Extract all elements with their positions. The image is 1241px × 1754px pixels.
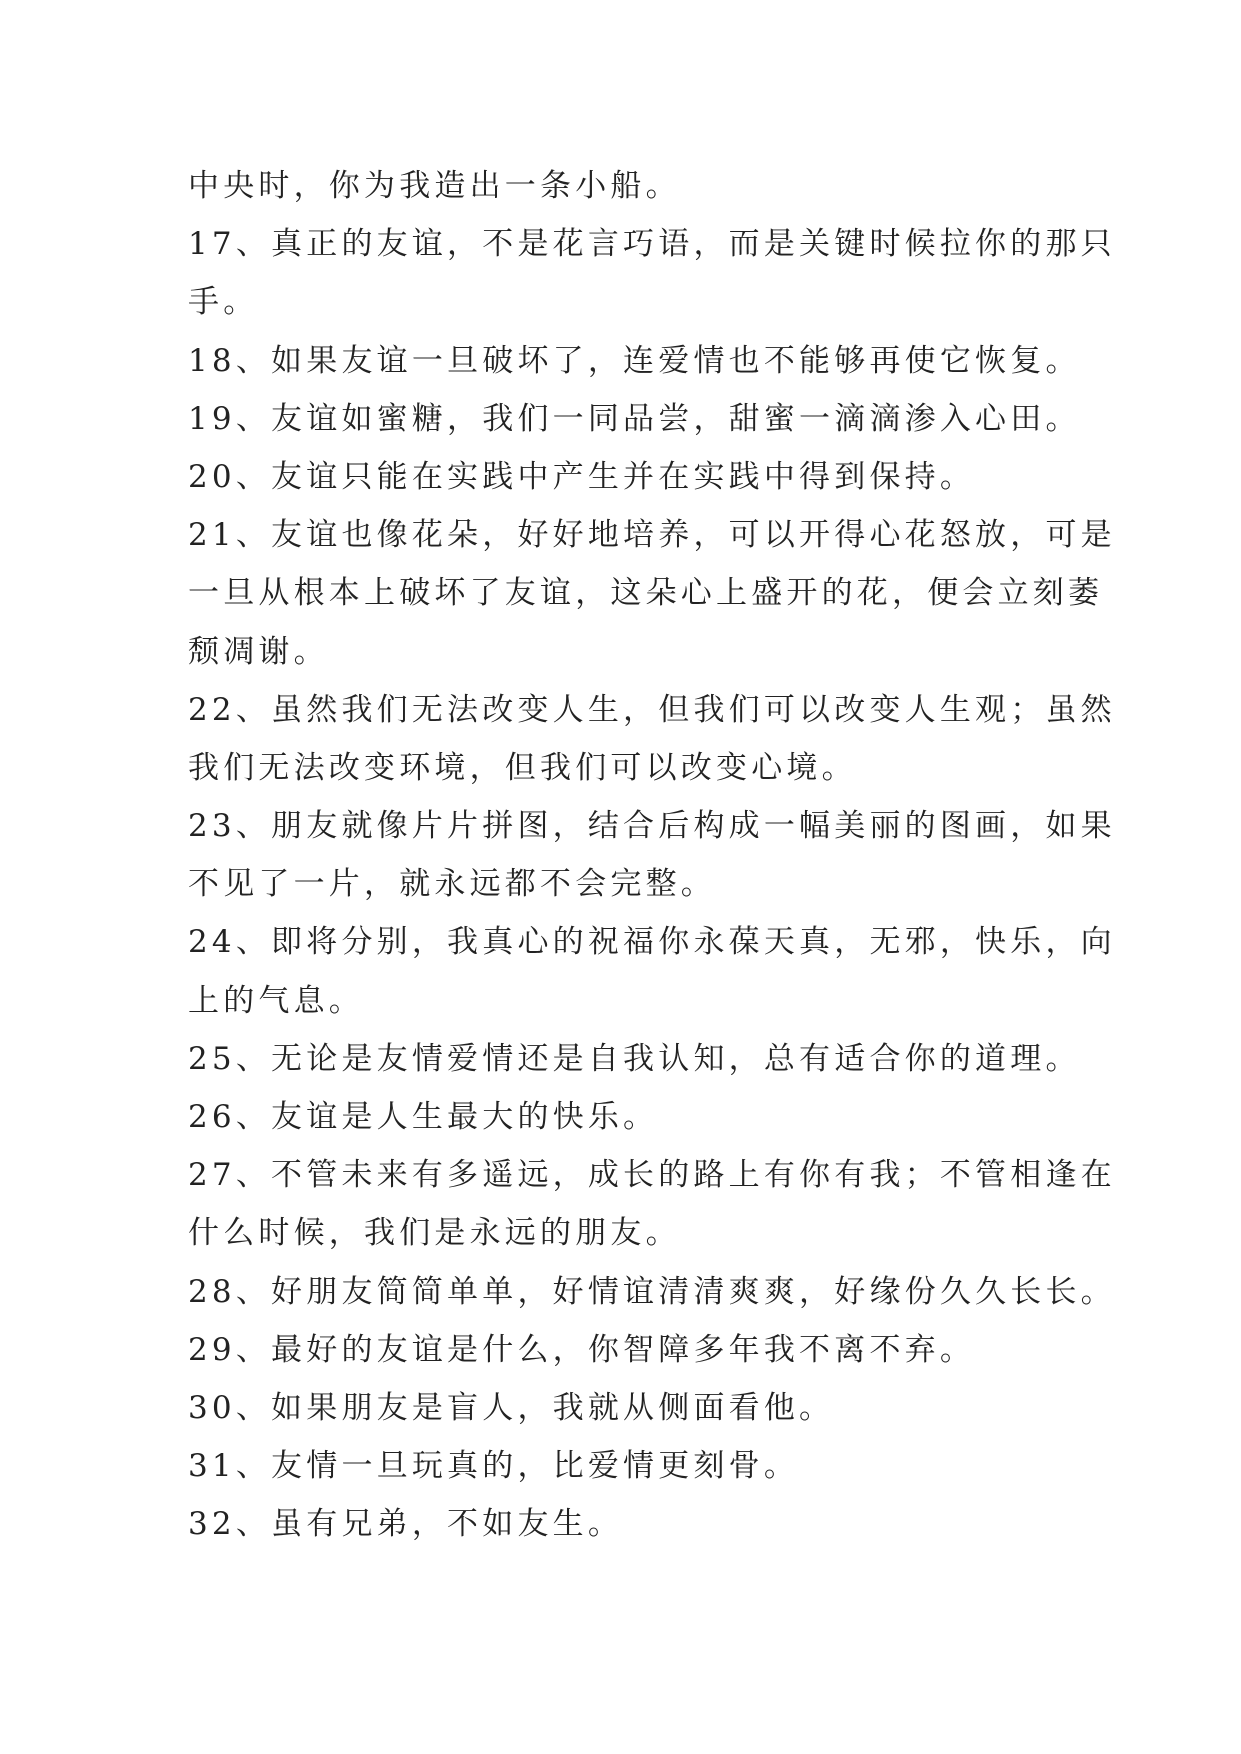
text-line: 30、如果朋友是盲人，我就从侧面看他。 <box>188 1389 835 1426</box>
text-line: 28、好朋友简简单单，好情谊清清爽爽，好缘份久久长长。 <box>188 1273 1116 1310</box>
text-line: 一旦从根本上破坏了友谊，这朵心上盛开的花，便会立刻萎 <box>188 575 1104 612</box>
text-line: 颓凋谢。 <box>188 633 329 670</box>
text-line: 27、不管未来有多遥远，成长的路上有你有我；不管相逢在 <box>188 1157 1116 1194</box>
text-line: 手。 <box>188 284 259 321</box>
text-line: 32、虽有兄弟，不如友生。 <box>188 1506 624 1543</box>
text-line: 29、最好的友谊是什么，你智障多年我不离不弃。 <box>188 1331 976 1368</box>
text-line: 24、即将分别，我真心的祝福你永葆天真，无邪，快乐，向 <box>188 924 1116 961</box>
text-line: 23、朋友就像片片拼图，结合后构成一幅美丽的图画，如果 <box>188 808 1116 845</box>
text-line: 17、真正的友谊，不是花言巧语，而是关键时候拉你的那只 <box>188 226 1116 263</box>
text-line: 中央时，你为我造出一条小船。 <box>188 168 681 204</box>
text-line: 什么时候，我们是永远的朋友。 <box>188 1215 681 1252</box>
text-line: 21、友谊也像花朵，好好地培养，可以开得心花怒放，可是 <box>188 517 1116 554</box>
text-line: 22、虽然我们无法改变人生，但我们可以改变人生观；虽然 <box>188 691 1116 728</box>
document-body <box>188 157 1116 1554</box>
text-line: 20、友谊只能在实践中产生并在实践中得到保持。 <box>188 458 976 495</box>
text-line: 18、如果友谊一旦破坏了，连爱情也不能够再使它恢复。 <box>188 342 1081 379</box>
text-line: 我们无法改变环境，但我们可以改变心境。 <box>188 749 857 786</box>
text-line: 上的气息。 <box>188 982 364 1019</box>
text-line: 31、友情一旦玩真的，比爱情更刻骨。 <box>188 1448 800 1485</box>
text-line: 19、友谊如蜜糖，我们一同品尝，甜蜜一滴滴渗入心田。 <box>188 400 1081 437</box>
text-line: 不见了一片，就永远都不会完整。 <box>188 866 716 903</box>
text-line: 25、无论是友情爱情还是自我认知，总有适合你的道理。 <box>188 1040 1081 1077</box>
text-line: 26、友谊是人生最大的快乐。 <box>188 1099 659 1135</box>
